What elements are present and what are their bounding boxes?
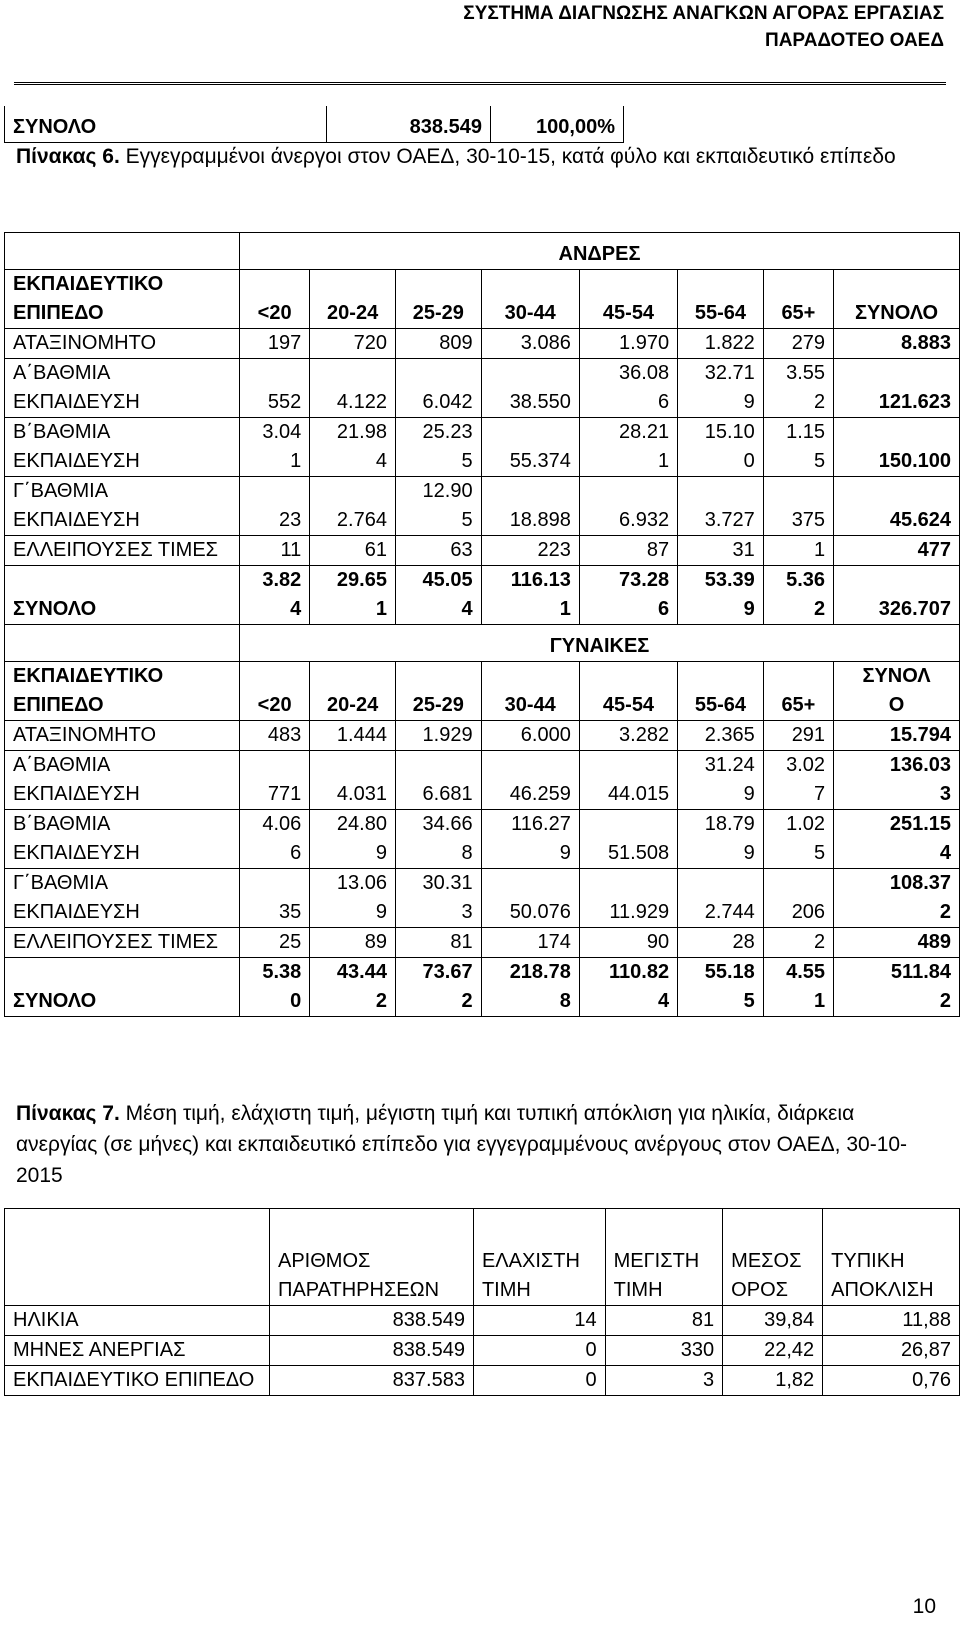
table-cell: 174 xyxy=(481,928,579,958)
table-cell: 223 xyxy=(481,536,579,566)
table6-caption: Πίνακας 6. Εγγεγραμμένοι άνεργοι στον ΟΑΕΔ, 30-10-15, κατά φύλο και εκπαιδευτικό επίπεδο xyxy=(16,145,896,168)
table-row xyxy=(5,1366,960,1396)
page-header xyxy=(463,0,944,54)
table-cell: 218.78 8 xyxy=(481,958,579,1017)
table-cell: 34.66 8 xyxy=(395,810,481,869)
header-line-1: ΣΥΣΤΗΜΑ ΔΙΑΓΝΩΣΗΣ ΑΝΑΓΚΩΝ ΑΓΟΡΑΣ ΕΡΓΑΣΙΑΣ xyxy=(463,3,944,24)
table-cell: 375 xyxy=(763,477,833,536)
row-header-label: ΕΚΠΑΙΔΕΥΤΙΚΟ ΕΠΙΠΕΔΟ xyxy=(5,270,240,329)
column-header: 55-64 xyxy=(678,270,764,329)
page-number: 10 xyxy=(912,1595,936,1618)
table-cell: 838.549 xyxy=(270,1336,474,1366)
table-cell: 6.681 xyxy=(395,751,481,810)
table7-caption: Πίνακας 7. Μέση τιμή, ελάχιστη τιμή, μέγιστη τιμή και τυπική απόκλιση για ηλικία, διάρκεια ανεργίας (σε μήνες) και εκπαιδευτικό επίπεδο για εγγεγραμμένους ανέργους στον ΟΑΕΔ, 30-10-2015 xyxy=(16,1102,908,1187)
table-cell: 771 xyxy=(240,751,310,810)
women-section-title: ΓΥΝΑΙΚΕΣ xyxy=(240,625,960,662)
table-cell: 44.015 xyxy=(579,751,677,810)
men-column-header-row xyxy=(5,270,960,329)
empty-corner-cell xyxy=(5,625,240,662)
table-cell: 8.883 xyxy=(834,329,960,359)
column-header: <20 xyxy=(240,270,310,329)
men-section-title-row xyxy=(5,233,960,270)
table-cell: 55.18 5 xyxy=(678,958,764,1017)
table-cell: 116.13 1 xyxy=(481,566,579,625)
table-cell: 28.21 1 xyxy=(579,418,677,477)
table-cell: 2.365 xyxy=(678,721,764,751)
table-cell: 26,87 xyxy=(823,1336,960,1366)
table-cell: 197 xyxy=(240,329,310,359)
women-section-title-row xyxy=(5,625,960,662)
table-cell: 4.031 xyxy=(310,751,396,810)
table-row xyxy=(5,928,960,958)
empty-corner-cell xyxy=(5,1209,270,1306)
column-header: 30-44 xyxy=(481,270,579,329)
table-row xyxy=(5,566,960,625)
table-cell: 837.583 xyxy=(270,1366,474,1396)
row-label: ΣΥΝΟΛΟ xyxy=(5,958,240,1017)
column-header: 65+ xyxy=(763,270,833,329)
table-cell: 87 xyxy=(579,536,677,566)
table6 xyxy=(4,232,960,1017)
table-cell: 11,88 xyxy=(823,1306,960,1336)
table-row xyxy=(5,418,960,477)
table-cell: 45.624 xyxy=(834,477,960,536)
table-cell: 18.79 9 xyxy=(678,810,764,869)
table-cell: 61 xyxy=(310,536,396,566)
table-row xyxy=(5,1306,960,1336)
table-cell: 11 xyxy=(240,536,310,566)
table-cell: 73.28 6 xyxy=(579,566,677,625)
table-cell: 121.623 xyxy=(834,359,960,418)
table-cell: 46.259 xyxy=(481,751,579,810)
table-cell: 24.80 9 xyxy=(310,810,396,869)
row-label: Β΄ΒΑΘΜΙΑ ΕΚΠΑΙΔΕΥΣΗ xyxy=(5,810,240,869)
table-cell: 15.10 0 xyxy=(678,418,764,477)
table-cell: 11.929 xyxy=(579,869,677,928)
table-cell: 63 xyxy=(395,536,481,566)
row-label: ΜΗΝΕΣ ΑΝΕΡΓΙΑΣ xyxy=(5,1336,270,1366)
table-row xyxy=(5,536,960,566)
table-row xyxy=(5,869,960,928)
row-label: Α΄ΒΑΘΜΙΑ ΕΚΠΑΙΔΕΥΣΗ xyxy=(5,751,240,810)
row-label: ΑΤΑΞΙΝΟΜΗΤΟ xyxy=(5,721,240,751)
table-cell: 2 xyxy=(763,928,833,958)
table-cell: 489 xyxy=(834,928,960,958)
table-cell: 53.39 9 xyxy=(678,566,764,625)
table-cell: 36.08 6 xyxy=(579,359,677,418)
table-cell: 15.794 xyxy=(834,721,960,751)
table-cell: 90 xyxy=(579,928,677,958)
table-row xyxy=(5,477,960,536)
column-header: ΣΥΝΟΛΟ xyxy=(834,270,960,329)
table-row xyxy=(5,751,960,810)
table-row xyxy=(5,810,960,869)
row-label: ΑΤΑΞΙΝΟΜΗΤΟ xyxy=(5,329,240,359)
table-cell: 4.122 xyxy=(310,359,396,418)
table-cell: 477 xyxy=(834,536,960,566)
table-cell: 12.90 5 xyxy=(395,477,481,536)
table-cell: 45.05 4 xyxy=(395,566,481,625)
table-cell: 1.444 xyxy=(310,721,396,751)
table-cell: 291 xyxy=(763,721,833,751)
table-cell: 31.24 9 xyxy=(678,751,764,810)
table-row xyxy=(5,721,960,751)
row-label: Β΄ΒΑΘΜΙΑ ΕΚΠΑΙΔΕΥΣΗ xyxy=(5,418,240,477)
table-cell: 55.374 xyxy=(481,418,579,477)
table-row xyxy=(5,329,960,359)
column-header: 65+ xyxy=(763,662,833,721)
table-cell: 89 xyxy=(310,928,396,958)
table-cell: 251.15 4 xyxy=(834,810,960,869)
table-cell: 50.076 xyxy=(481,869,579,928)
row-label: ΕΛΛΕΙΠΟΥΣΕΣ ΤΙΜΕΣ xyxy=(5,928,240,958)
table-cell: 108.37 2 xyxy=(834,869,960,928)
table-cell: 1 xyxy=(763,536,833,566)
column-header-row xyxy=(5,1209,960,1306)
table-cell: 1,82 xyxy=(723,1366,823,1396)
table-cell: 23 xyxy=(240,477,310,536)
table-cell: 511.84 2 xyxy=(834,958,960,1017)
table-cell: 0,76 xyxy=(823,1366,960,1396)
table-cell: 0 xyxy=(473,1366,605,1396)
row-label: ΕΛΛΕΙΠΟΥΣΕΣ ΤΙΜΕΣ xyxy=(5,536,240,566)
table-cell: 6.932 xyxy=(579,477,677,536)
column-header: ΜΕΣΟΣ ΟΡΟΣ xyxy=(723,1209,823,1306)
row-label: Γ΄ΒΑΘΜΙΑ ΕΚΠΑΙΔΕΥΣΗ xyxy=(5,869,240,928)
table-cell: 81 xyxy=(395,928,481,958)
table-cell: 2.764 xyxy=(310,477,396,536)
total-value: 838.549 xyxy=(326,106,490,143)
total-label: ΣΥΝΟΛΟ xyxy=(5,106,327,143)
table-cell: 1.822 xyxy=(678,329,764,359)
table-cell: 1.02 5 xyxy=(763,810,833,869)
header-rule xyxy=(14,82,946,85)
column-header: 45-54 xyxy=(579,270,677,329)
column-header: 25-29 xyxy=(395,662,481,721)
row-label: ΗΛΙΚΙΑ xyxy=(5,1306,270,1336)
table-cell: 3.086 xyxy=(481,329,579,359)
table-cell: 6.042 xyxy=(395,359,481,418)
table-cell: 22,42 xyxy=(723,1336,823,1366)
table-cell: 0 xyxy=(473,1336,605,1366)
total-percent: 100,00% xyxy=(490,106,623,143)
header-line-2: ΠΑΡΑΔΟΤΕΟ ΟΑΕΔ xyxy=(764,30,944,51)
column-header: 30-44 xyxy=(481,662,579,721)
table-cell: 136.03 3 xyxy=(834,751,960,810)
table-cell: 150.100 xyxy=(834,418,960,477)
table-cell: 2.744 xyxy=(678,869,764,928)
table-cell: 483 xyxy=(240,721,310,751)
table-cell: 73.67 2 xyxy=(395,958,481,1017)
table-cell: 279 xyxy=(763,329,833,359)
row-header-label: ΕΚΠΑΙΔΕΥΤΙΚΟ ΕΠΙΠΕΔΟ xyxy=(5,662,240,721)
empty-corner-cell xyxy=(5,233,240,270)
table-cell: 552 xyxy=(240,359,310,418)
column-header: ΣΥΝΟΛ Ο xyxy=(834,662,960,721)
table-cell: 6.000 xyxy=(481,721,579,751)
table-cell: 4.55 1 xyxy=(763,958,833,1017)
column-header: 55-64 xyxy=(678,662,764,721)
table-cell: 116.27 9 xyxy=(481,810,579,869)
table-cell: 4.06 6 xyxy=(240,810,310,869)
table-cell: 326.707 xyxy=(834,566,960,625)
table-cell: 809 xyxy=(395,329,481,359)
table-cell: 30.31 3 xyxy=(395,869,481,928)
table-cell: 13.06 9 xyxy=(310,869,396,928)
row-label: ΣΥΝΟΛΟ xyxy=(5,566,240,625)
table-cell: 29.65 1 xyxy=(310,566,396,625)
table-row xyxy=(5,958,960,1017)
table-cell: 720 xyxy=(310,329,396,359)
table-cell: 206 xyxy=(763,869,833,928)
table-row xyxy=(5,359,960,418)
column-header: ΜΕΓΙΣΤΗ ΤΙΜΗ xyxy=(605,1209,723,1306)
women-column-header-row xyxy=(5,662,960,721)
table-cell: 32.71 9 xyxy=(678,359,764,418)
table-cell: 28 xyxy=(678,928,764,958)
table-cell: 330 xyxy=(605,1336,723,1366)
table-cell: 25.23 5 xyxy=(395,418,481,477)
table-cell: 5.36 2 xyxy=(763,566,833,625)
table-row xyxy=(5,1336,960,1366)
column-header: 20-24 xyxy=(310,662,396,721)
table-cell: 51.508 xyxy=(579,810,677,869)
table-cell: 110.82 4 xyxy=(579,958,677,1017)
table-cell: 1.929 xyxy=(395,721,481,751)
table-cell: 25 xyxy=(240,928,310,958)
table-cell: 5.38 0 xyxy=(240,958,310,1017)
table-cell: 21.98 4 xyxy=(310,418,396,477)
table-cell: 3.727 xyxy=(678,477,764,536)
row-label: Α΄ΒΑΘΜΙΑ ΕΚΠΑΙΔΕΥΣΗ xyxy=(5,359,240,418)
table-cell: 35 xyxy=(240,869,310,928)
table-cell: 38.550 xyxy=(481,359,579,418)
column-header: ΑΡΙΘΜΟΣ ΠΑΡΑΤΗΡΗΣΕΩΝ xyxy=(270,1209,474,1306)
column-header: ΕΛΑΧΙΣΤΗ ΤΙΜΗ xyxy=(473,1209,605,1306)
table-cell: 31 xyxy=(678,536,764,566)
table-cell: 1.970 xyxy=(579,329,677,359)
previous-table-total-row xyxy=(4,106,624,143)
row-label: Γ΄ΒΑΘΜΙΑ ΕΚΠΑΙΔΕΥΣΗ xyxy=(5,477,240,536)
table-cell: 3.82 4 xyxy=(240,566,310,625)
column-header: 45-54 xyxy=(579,662,677,721)
table-cell: 14 xyxy=(473,1306,605,1336)
table7 xyxy=(4,1208,960,1396)
table-cell: 1.15 5 xyxy=(763,418,833,477)
table-cell: 3.55 2 xyxy=(763,359,833,418)
table-cell: 3.04 1 xyxy=(240,418,310,477)
table-cell: 18.898 xyxy=(481,477,579,536)
table-cell: 3.02 7 xyxy=(763,751,833,810)
table-cell: 3.282 xyxy=(579,721,677,751)
table-cell: 3 xyxy=(605,1366,723,1396)
column-header: 20-24 xyxy=(310,270,396,329)
table-cell: 838.549 xyxy=(270,1306,474,1336)
column-header: 25-29 xyxy=(395,270,481,329)
table-cell: 43.44 2 xyxy=(310,958,396,1017)
table-cell: 39,84 xyxy=(723,1306,823,1336)
men-section-title: ΑΝΔΡΕΣ xyxy=(240,233,960,270)
column-header: <20 xyxy=(240,662,310,721)
table-cell: 81 xyxy=(605,1306,723,1336)
row-label: ΕΚΠΑΙΔΕΥΤΙΚΟ ΕΠΙΠΕΔΟ xyxy=(5,1366,270,1396)
column-header: ΤΥΠΙΚΗ ΑΠΟΚΛΙΣΗ xyxy=(823,1209,960,1306)
